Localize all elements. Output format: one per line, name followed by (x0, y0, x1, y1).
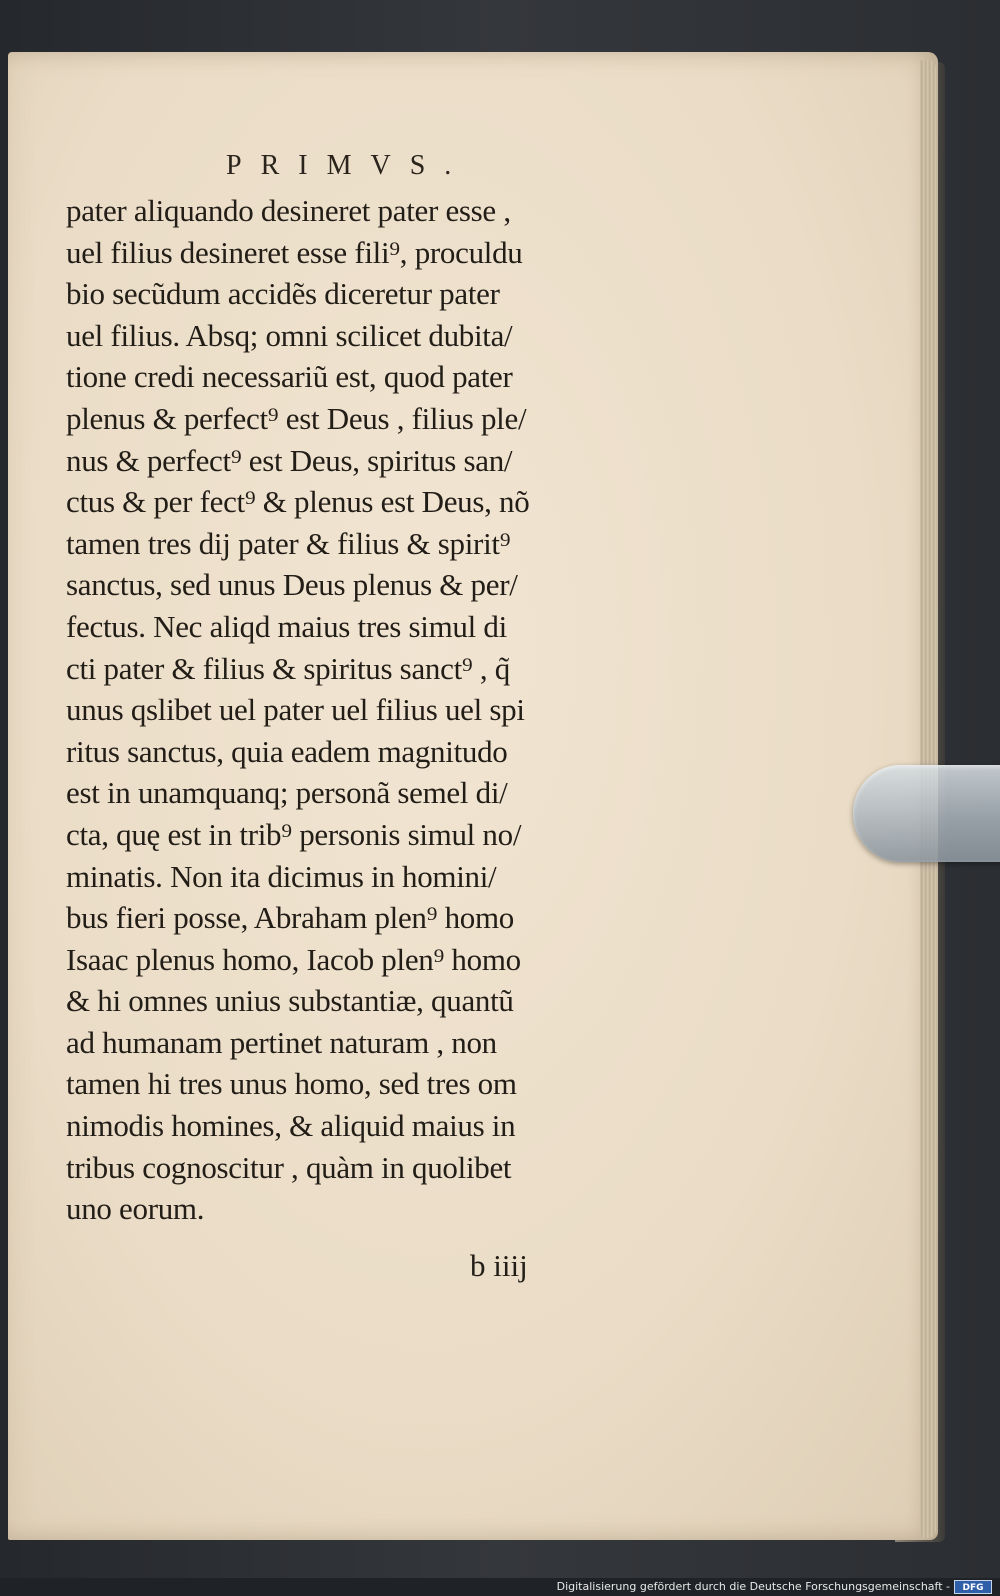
text-line: uno eorum. (66, 1191, 205, 1227)
text-line: uel filius. Absq; omni scilicet dubita/ (66, 317, 513, 353)
text-line: tribus cognoscitur , quàm in quolibet (66, 1149, 512, 1185)
text-line: tione credi necessariũ est, quod pater (66, 359, 513, 395)
text-line: ritus sanctus, quia eadem magnitudo (66, 733, 508, 769)
text-line: nimodis homines, & aliquid maius in (66, 1108, 516, 1144)
text-line: uel filius desineret esse fili⁹, proculdu (66, 234, 523, 270)
footer-credit: Digitalisierung gefördert durch die Deutsche Forschungsgemeinschaft - (556, 1580, 950, 1593)
text-line: cti pater & filius & spiritus sanct⁹ , q̃ (66, 650, 510, 686)
body-text (66, 190, 666, 1230)
text-line: tamen hi tres unus homo, sed tres om (66, 1066, 517, 1102)
text-line: pater aliquando desineret pater esse , (66, 193, 511, 228)
text-line: bio secũdum accidẽs diceretur pater (66, 276, 500, 312)
text-line: & hi omnes unius substantiæ, quantũ (66, 983, 514, 1019)
page-clip (853, 765, 1000, 862)
text-line: sanctus, sed unus Deus plenus & per/ (66, 567, 518, 603)
text-line: est in unamquanq; personã semel di/ (66, 775, 508, 811)
text-line: plenus & perfect⁹ est Deus , filius ple/ (66, 400, 527, 436)
text-line: tamen tres dij pater & filius & spirit⁹ (66, 525, 511, 561)
text-line: unus qslibet uel pater uel filius uel spi (66, 692, 525, 728)
signature-mark: b iiij (470, 1248, 528, 1283)
text-line: ad humanam pertinet naturam , non (66, 1024, 497, 1060)
dfg-logo: DFG (954, 1580, 992, 1594)
running-head: PRIMVS. (226, 150, 471, 181)
text-line: minatis. Non ita dicimus in homini/ (66, 858, 497, 894)
text-line: Isaac plenus homo, Iacob plen⁹ homo (66, 941, 521, 977)
text-line: fectus. Nec aliqd maius tres simul di (66, 608, 507, 644)
text-line: ctus & per fect⁹ & plenus est Deus, nõ (66, 484, 530, 520)
text-line: nus & perfect⁹ est Deus, spiritus san/ (66, 442, 513, 478)
text-line: bus fieri posse, Abraham plen⁹ homo (66, 900, 515, 936)
text-line: cta, quę est in trib⁹ personis simul no/ (66, 816, 522, 852)
